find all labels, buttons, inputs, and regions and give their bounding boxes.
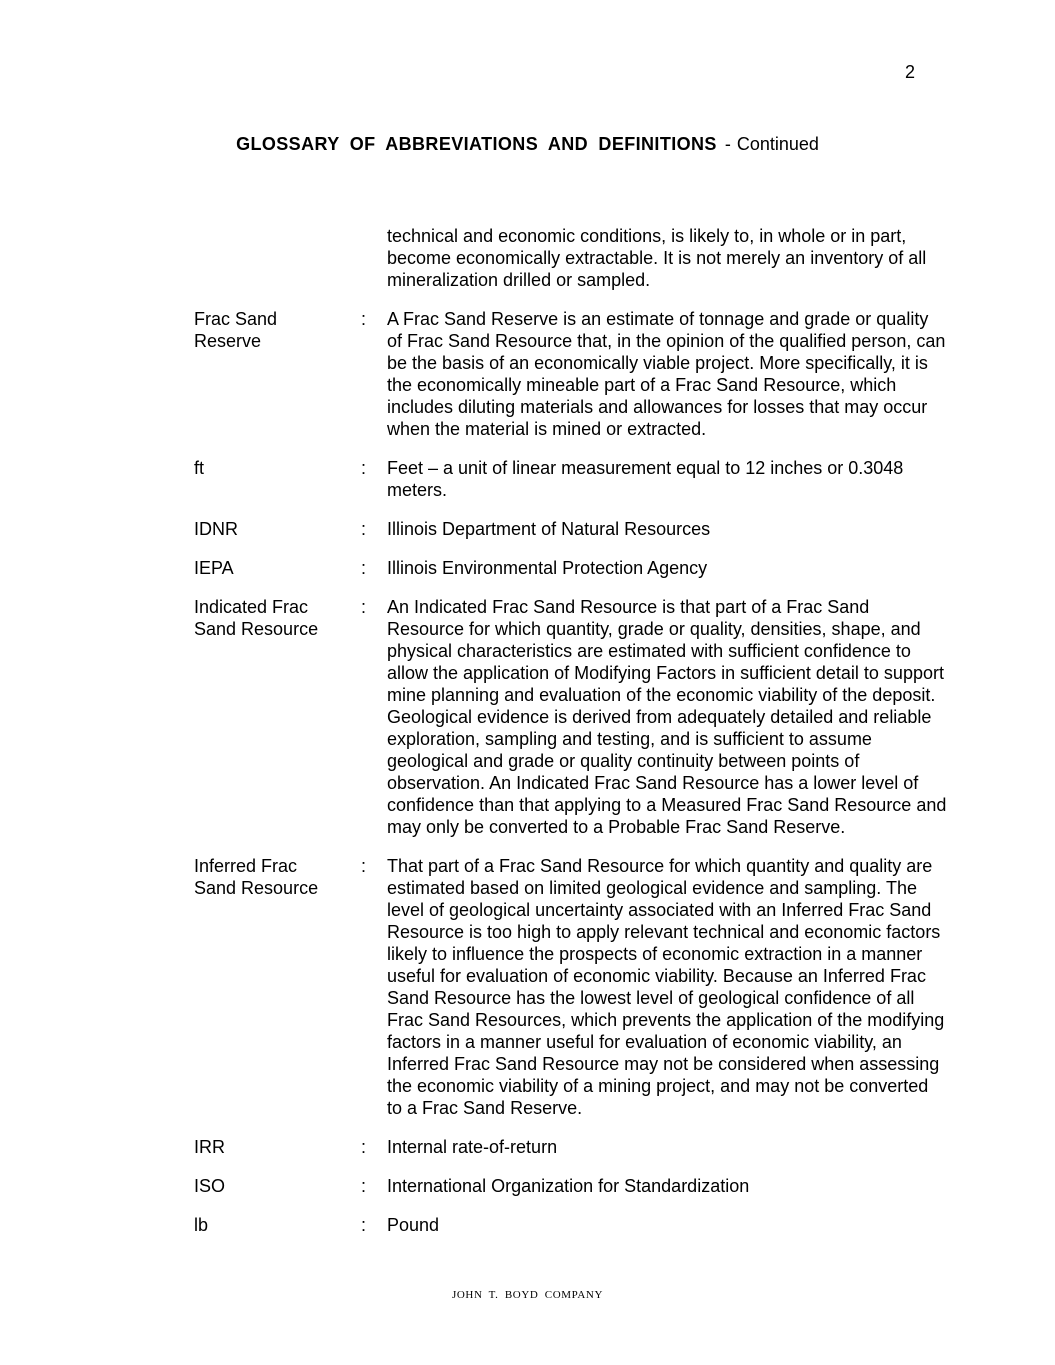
glossary-entry-inferred-frac-sand-resource (194, 855, 954, 1119)
glossary-definition: That part of a Frac Sand Resource for which quantity and quality are estimated based on limited geological evidence and sampling. The level of geological uncertainty associated with an Inferred Frac Sand Resource is too high to apply relevant technical and economic factors likely to influence the prospects of economic extraction in a manner useful for evaluation of economic viability. Because an Inferred Frac Sand Resource has the lowest level of geological confidence of all Frac Sand Resources, which prevents the application of the modifying factors in a manner useful for evaluation of economic viability, an Inferred Frac Sand Resource may not be considered when assessing the economic viability of a mining project, and may not be converted to a Frac Sand Reserve. (387, 856, 945, 1118)
glossary-title: GLOSSARY OF ABBREVIATIONS AND DEFINITIONS (236, 134, 717, 154)
glossary-entry-frac-sand-reserve (194, 308, 954, 440)
title-separator: - (724, 134, 731, 154)
glossary-entry-iepa (194, 557, 954, 579)
glossary-colon-empty (361, 225, 387, 291)
glossary-term-empty (194, 225, 361, 291)
glossary-colon: : (361, 519, 367, 539)
glossary-entry-indicated-frac-sand-resource (194, 596, 954, 838)
glossary-definition: A Frac Sand Reserve is an estimate of tonnage and grade or quality of Frac Sand Resource that, in the opinion of the qualified person, can be the basis of an economically viable project. More specifically, it is the economically mineable part of a Frac Sand Resource, which includes diluting materials and allowances for losses that may occur when the material is mined or extracted. (387, 309, 946, 439)
glossary-definition-continued: technical and economic conditions, is likely to, in whole or in part, become economically extractable. It is not merely an inventory of all mineralization drilled or sampled. (387, 226, 927, 290)
glossary-term: lb (194, 1215, 209, 1235)
glossary-term: ft (194, 458, 205, 478)
glossary-term: IRR (194, 1137, 225, 1157)
glossary-definition: Illinois Environmental Protection Agency (387, 558, 708, 578)
glossary-definition: International Organization for Standardization (387, 1176, 750, 1196)
glossary-entry-idnr (194, 518, 954, 540)
glossary-colon: : (361, 1137, 367, 1157)
glossary-entry-irr (194, 1136, 954, 1158)
glossary-definition: Illinois Department of Natural Resources (387, 519, 711, 539)
glossary-term: ISO (194, 1176, 226, 1196)
glossary-term: IDNR (194, 519, 238, 539)
glossary-colon: : (361, 1176, 367, 1196)
glossary-colon: : (361, 458, 367, 478)
glossary-definition: Internal rate-of-return (387, 1137, 558, 1157)
glossary-entry-ft (194, 457, 954, 501)
glossary-colon: : (361, 597, 367, 617)
glossary-definition: An Indicated Frac Sand Resource is that part of a Frac Sand Resource for which quantity, grade or quality, densities, shape, and physical characteristics are estimated with sufficient confidence to allow the application of Modifying Factors in sufficient detail to support mine planning and evaluation of the economic viability of the deposit. Geological evidence is derived from adequately detailed and reliable exploration, sampling and testing, and is sufficient to assume geological and grade or quality continuity between points of observation. An Indicated Frac Sand Resource has a lower level of confidence than that applying to a Measured Frac Sand Resource and may only be converted to a Probable Frac Sand Reserve. (387, 597, 947, 837)
glossary-colon: : (361, 1215, 367, 1235)
page-footer: JOHN T. BOYD COMPANY (452, 1289, 603, 1301)
glossary-colon: : (361, 558, 367, 578)
glossary-colon: : (361, 309, 367, 329)
glossary-entry-continuation (194, 225, 954, 291)
glossary-list (194, 225, 954, 1253)
glossary-term: Frac Sand Reserve (194, 309, 278, 351)
glossary-entry-lb (194, 1214, 954, 1236)
title-continued-label: Continued (736, 134, 819, 154)
glossary-definition: Feet – a unit of linear measurement equal to 12 inches or 0.3048 meters. (387, 458, 904, 500)
glossary-term: IEPA (194, 558, 234, 578)
glossary-colon: : (361, 856, 367, 876)
page-number: 2 (905, 62, 916, 82)
glossary-term: Inferred Frac Sand Resource (194, 856, 319, 898)
glossary-term: Indicated Frac Sand Resource (194, 597, 319, 639)
page-title (0, 134, 1055, 155)
glossary-entry-iso (194, 1175, 954, 1197)
glossary-definition: Pound (387, 1215, 440, 1235)
